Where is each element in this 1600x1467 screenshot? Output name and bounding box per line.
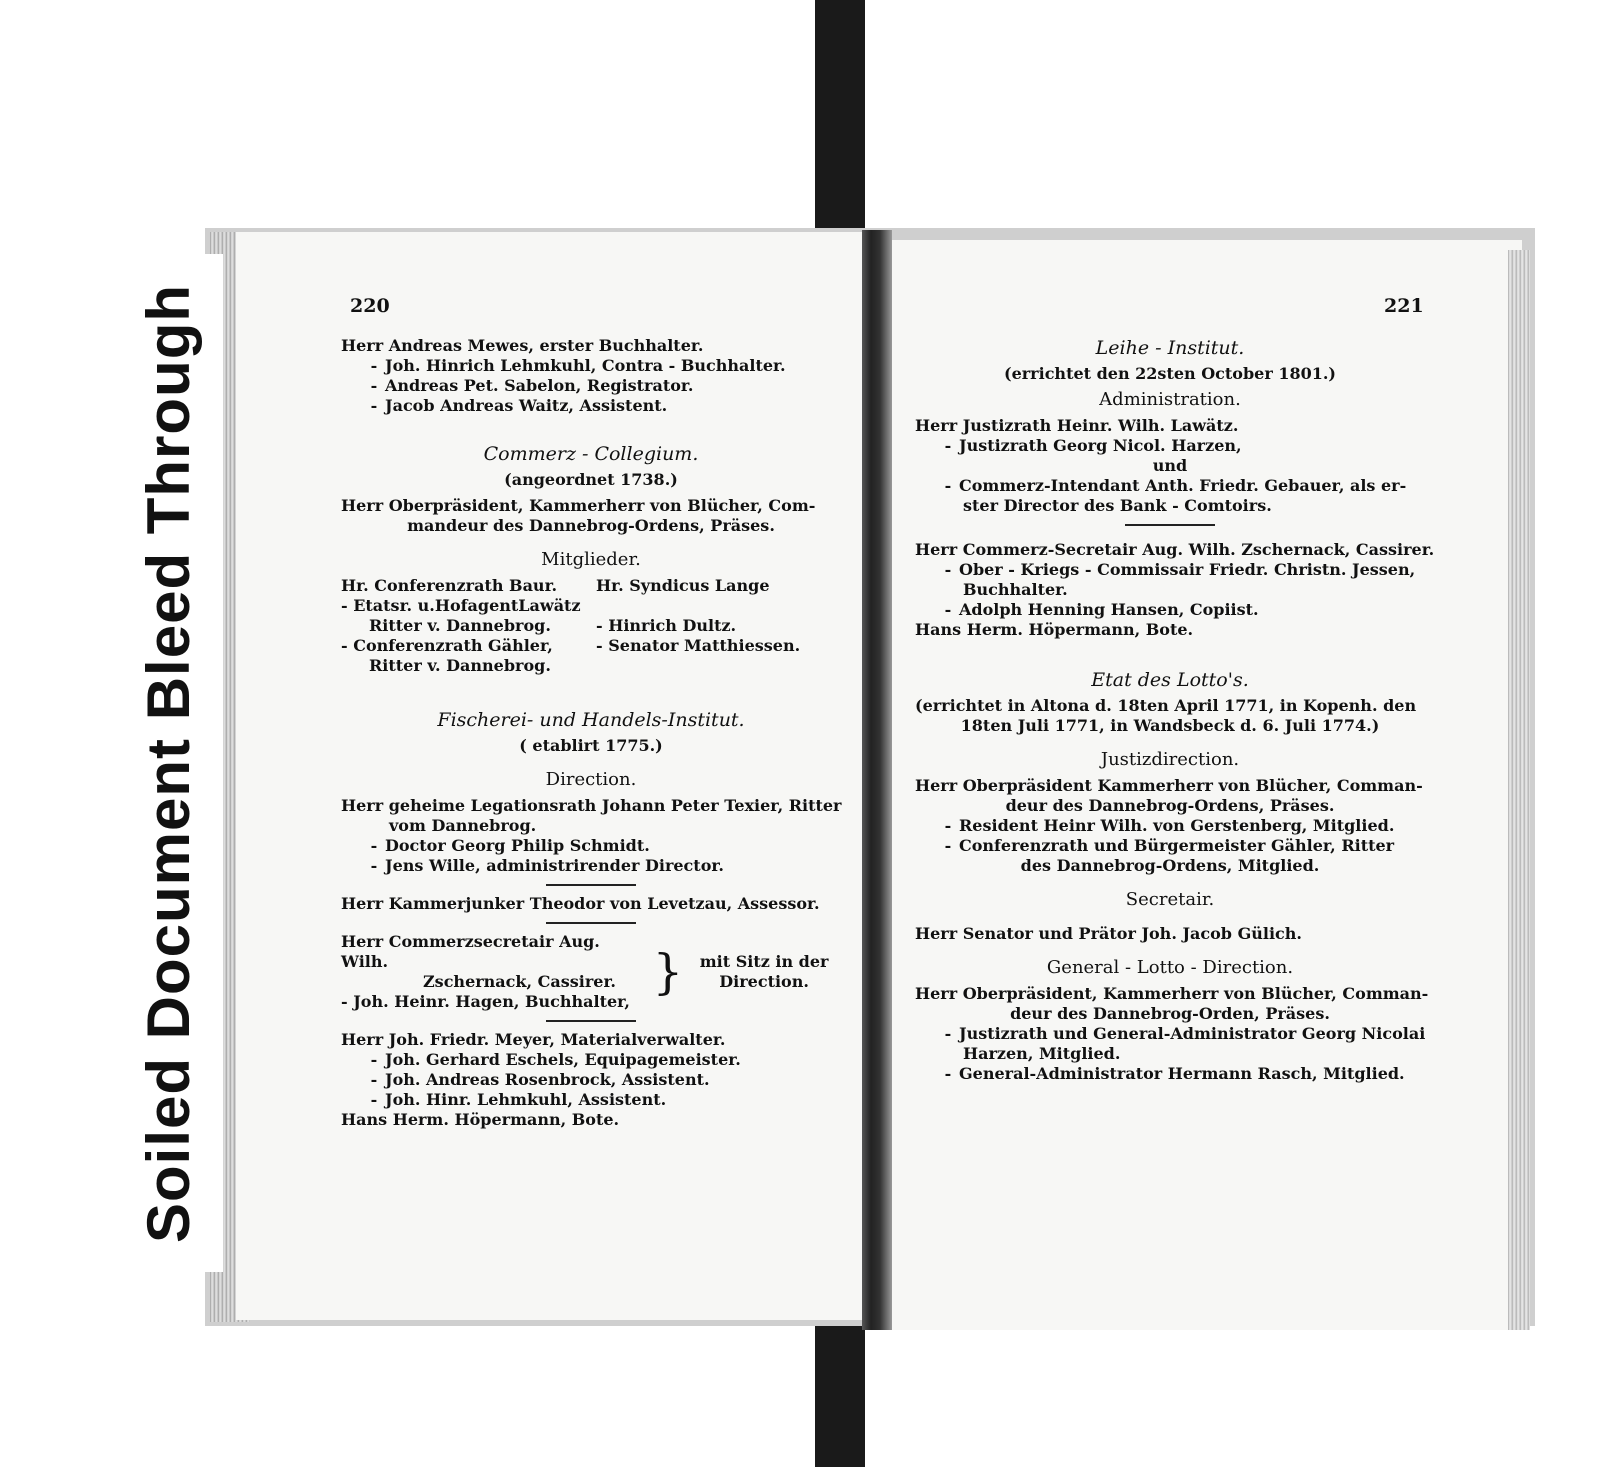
brace-block (341, 932, 841, 1012)
subheading-secretair: Secretair. (1125, 889, 1215, 910)
text-line: - Joh. Gerhard Eschels, Equipagemeister. (370, 1050, 741, 1069)
text-line: - Adolph Henning Hansen, Copiist. (944, 600, 1259, 619)
section-rule (546, 884, 636, 886)
members-row: Ritter v. Dannebrog. - Hinrich Dultz. (369, 616, 737, 635)
text-line: Zschernack, Cassirer. (423, 972, 616, 991)
page-number-right: 221 (1384, 295, 1424, 317)
text-line: - Doctor Georg Philip Schmidt. (370, 836, 650, 855)
text-line: - General-Administrator Hermann Rasch, Mitglied. (944, 1064, 1405, 1083)
text-line: Hans Herm. Höpermann, Bote. (341, 1110, 620, 1129)
text-line: Herr Justizrath Heinr. Wilh. Lawätz. (915, 416, 1239, 435)
text-line: 18ten Juli 1771, in Wandsbeck d. 6. Juli 1774.) (960, 716, 1380, 735)
text-line: - Justizrath Georg Nicol. Harzen, (944, 436, 1242, 455)
subheading-members: Mitglieder. (541, 549, 641, 570)
members-row: Hr. Conferenzrath Baur. Hr. Syndicus Lange (341, 576, 770, 595)
text-line: - Andreas Pet. Sabelon, Registrator. (370, 376, 694, 395)
section-heading-commerz: Commerz - Collegium. (483, 443, 699, 465)
page-number-left: 220 (350, 295, 390, 317)
brace-icon: } (652, 944, 684, 1000)
text-line: Herr Senator und Prätor Joh. Jacob Gülich. (915, 924, 1302, 943)
section-heading-lotto: Etat des Lotto's. (1091, 669, 1249, 691)
text-line: - Joh. Heinr. Hagen, Buchhalter, (341, 992, 630, 1011)
text-line: - Joh. Hinr. Lehmkuhl, Assistent. (370, 1090, 667, 1109)
document-label (115, 254, 223, 1272)
text-line: Herr Commerz-Secretair Aug. Wilh. Zschernack, Cassirer. (915, 540, 1435, 559)
text-line: des Dannebrog-Ordens, Mitglied. (1020, 856, 1320, 875)
section-rule (1125, 524, 1215, 526)
text-line: mandeur des Dannebrog-Ordens, Präses. (407, 516, 775, 535)
section-heading-leihe: Leihe - Institut. (1095, 337, 1245, 359)
text-line: und (1152, 456, 1188, 475)
text-line: deur des Dannebrog-Ordens, Präses. (1005, 796, 1335, 815)
subheading-justizdirection: Justizdirection. (1100, 749, 1240, 770)
text-line: deur des Dannebrog-Orden, Präses. (1010, 1004, 1330, 1023)
text-line: - Joh. Andreas Rosenbrock, Assistent. (370, 1070, 710, 1089)
brace-note: mit Sitz in der Direction. (699, 952, 829, 991)
text-line: Harzen, Mitglied. (963, 1044, 1121, 1063)
text-line: vom Dannebrog. (389, 816, 537, 835)
section-date: (errichtet den 22sten October 1801.) (1004, 364, 1336, 383)
text-line: Hans Herm. Höpermann, Bote. (915, 620, 1194, 639)
text-line: Herr Joh. Friedr. Meyer, Materialverwalter. (341, 1030, 726, 1049)
text-line: Herr Oberpräsident, Kammerherr von Blücher, Com- (341, 496, 816, 515)
text-line: - Resident Heinr Wilh. von Gerstenberg, Mitglied. (944, 816, 1395, 835)
subheading-administration: Administration. (1099, 389, 1241, 410)
members-row: - Etatsr. u.HofagentLawätz (341, 596, 581, 615)
text-line: (errichtet in Altona d. 18ten April 1771, in Kopenh. den (915, 696, 1417, 715)
section-heading-fischerei: Fischerei- und Handels-Institut. (437, 709, 745, 731)
section-rule (546, 922, 636, 924)
text-line: ster Director des Bank - Comtoirs. (963, 496, 1272, 515)
text-line: Herr Andreas Mewes, erster Buchhalter. (341, 336, 704, 355)
text-line: Herr Oberpräsident Kammerherr von Blücher, Comman- (915, 776, 1423, 795)
page-edges-right (1508, 250, 1530, 1330)
text-line: - Commerz-Intendant Anth. Friedr. Gebauer, als er- (944, 476, 1407, 495)
text-line: - Jacob Andreas Waitz, Assistent. (370, 396, 668, 415)
text-line: - Justizrath und General-Administrator Georg Nicolai (944, 1024, 1426, 1043)
text-line: Herr Commerzsecretair Aug. Wilh. (341, 932, 600, 971)
subheading-general-lotto: General - Lotto - Direction. (1046, 957, 1294, 978)
document-label-text: Soiled Document Bleed Through (135, 283, 203, 1243)
section-date: ( etablirt 1775.) (519, 736, 663, 755)
text-line: - Jens Wille, administrirender Director. (370, 856, 724, 875)
text-line: - Conferenzrath und Bürgermeister Gähler, Ritter (944, 836, 1395, 855)
text-line: Buchhalter. (963, 580, 1068, 599)
book-gutter (862, 230, 892, 1330)
text-line: Herr geheime Legationsrath Johann Peter Texier, Ritter (341, 796, 842, 815)
members-row: Ritter v. Dannebrog. (369, 656, 551, 675)
subheading-direction: Direction. (545, 769, 637, 790)
right-page-text (915, 290, 1435, 1084)
text-line: - Joh. Hinrich Lehmkuhl, Contra - Buchhalter. (370, 356, 786, 375)
text-line: Herr Oberpräsident, Kammerherr von Blücher, Comman- (915, 984, 1429, 1003)
text-line: Herr Kammerjunker Theodor von Levetzau, Assessor. (341, 894, 820, 913)
section-date: (angeordnet 1738.) (504, 470, 678, 489)
text-line: - Ober - Kriegs - Commissair Friedr. Christn. Jessen, (944, 560, 1416, 579)
members-row: - Conferenzrath Gähler, - Senator Matthiessen. (341, 636, 801, 655)
left-page-text (341, 290, 841, 1130)
section-rule (546, 1020, 636, 1022)
